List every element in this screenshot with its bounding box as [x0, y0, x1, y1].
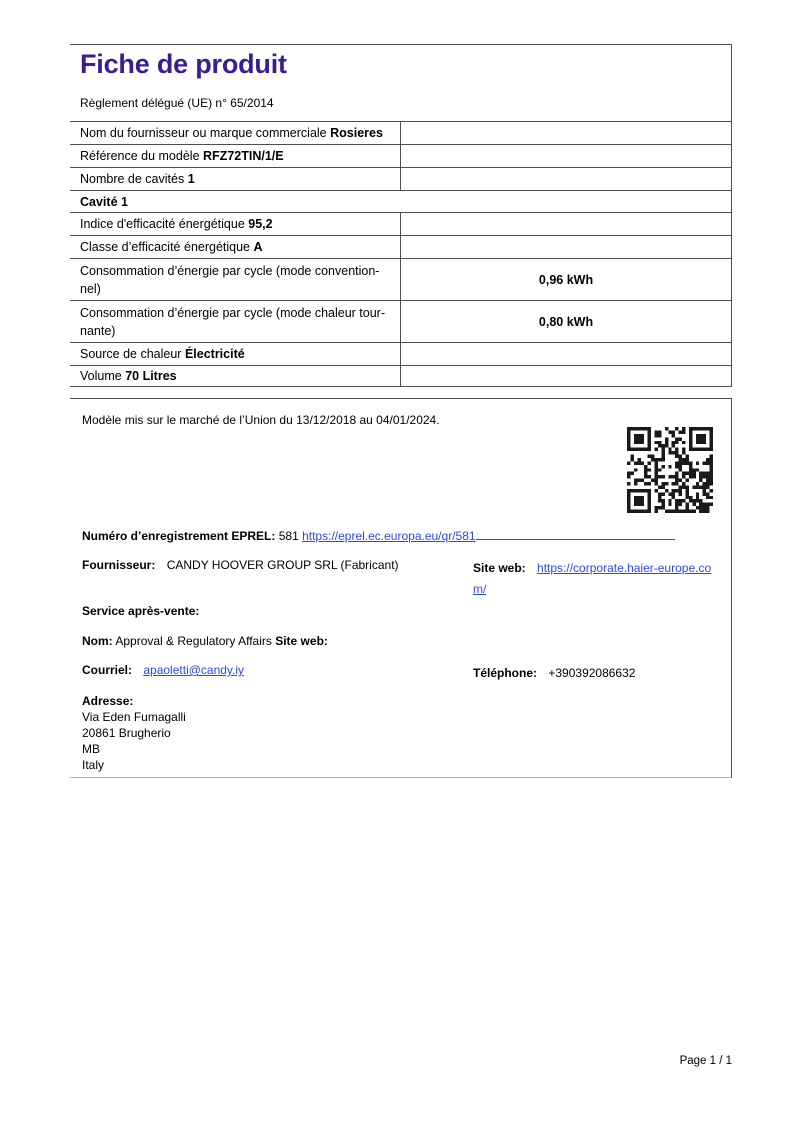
table-row-energy-class: [70, 235, 731, 258]
supplier-value: CANDY HOOVER GROUP SRL (Fabricant): [166, 558, 399, 572]
row-value: 0,80 kWh: [400, 301, 731, 342]
supplier-label: Fournisseur:: [82, 558, 156, 572]
name-value: Approval & Regulatory Affairs: [115, 634, 272, 648]
row-value: [400, 168, 731, 190]
table-row-volume: [70, 365, 731, 387]
email-label: Courriel:: [82, 663, 133, 677]
row-label: Indice d'efficacité énergétique 95,2: [80, 217, 273, 231]
regulation-subtitle: Règlement délégué (UE) n° 65/2014: [80, 96, 274, 110]
website-label: Site web:: [473, 561, 526, 575]
fiche-header: [70, 45, 731, 121]
address-line: Via Eden Fumagalli: [82, 710, 186, 724]
table-row-heat-source: [70, 342, 731, 365]
qr-code-icon: [627, 427, 713, 513]
table-row-model-reference: [70, 144, 731, 167]
row-value: [400, 343, 731, 365]
address-label: Adresse:: [82, 694, 134, 708]
eprel-number: 581: [278, 529, 299, 543]
eprel-underline: [476, 527, 675, 540]
row-label: Consommation d’énergie par cycle (mode chaleur tour- nante): [80, 305, 386, 338]
row-value: [400, 366, 731, 386]
address-line: 20861 Brugherio: [82, 726, 171, 740]
supplier-info-box: [70, 398, 732, 778]
table-row-cavity-count: [70, 167, 731, 190]
address-line: Italy: [82, 758, 105, 772]
phone-value: +390392086632: [548, 666, 636, 680]
market-release-text: Modèle mis sur le marché de l’Union du 13/12/2018 au 04/01/2024.: [82, 413, 440, 427]
row-label: Consommation d’énergie par cycle (mode convention- nel): [80, 263, 380, 296]
eprel-registration-line: [82, 527, 675, 543]
after-sales-heading: Service après-vente:: [82, 604, 200, 618]
eprel-label: Numéro d’enregistrement EPREL:: [82, 529, 276, 543]
supplier-website-link[interactable]: https://corporate.haier-europe.com/: [473, 561, 712, 596]
row-label: Volume 70 Litres: [80, 369, 177, 383]
eprel-link[interactable]: https://eprel.ec.europa.eu/qr/581: [302, 529, 476, 543]
table-row-supplier-name: [70, 121, 731, 144]
row-value: [400, 213, 731, 235]
row-label: Nom du fournisseur ou marque commerciale Rosieres: [80, 126, 383, 140]
address-block: [82, 693, 186, 773]
phone-column: [473, 663, 719, 684]
section-label: Cavité 1: [80, 194, 128, 209]
row-label: Source de chaleur Électricité: [80, 347, 245, 361]
row-label: Classe d’efficacité énergétique A: [80, 240, 263, 254]
cavity-section-row: [70, 190, 731, 212]
row-value: [400, 122, 731, 144]
row-value: 0,96 kWh: [400, 259, 731, 300]
page-title: Fiche de produit: [80, 49, 287, 79]
email-link[interactable]: apaoletti@candy.iy: [143, 663, 245, 677]
name-label: Nom:: [82, 634, 113, 648]
table-row-conventional-consumption: [70, 258, 731, 300]
address-line: MB: [82, 742, 100, 756]
row-value: [400, 145, 731, 167]
page-number: Page 1 / 1: [679, 1055, 732, 1067]
email-line: [82, 663, 244, 677]
row-label: Référence du modèle RFZ72TIN/1/E: [80, 149, 284, 163]
row-label: Nombre de cavités 1: [80, 172, 195, 186]
product-fiche-box: [70, 44, 732, 387]
table-row-fan-consumption: [70, 300, 731, 342]
after-sales-name-line: [82, 634, 328, 648]
supplier-line: [82, 558, 399, 572]
supplier-website-column: [473, 558, 719, 600]
row-value: [400, 236, 731, 258]
table-row-energy-index: [70, 212, 731, 235]
name-siteweb-label: Site web:: [275, 634, 328, 648]
phone-label: Téléphone:: [473, 666, 538, 680]
product-table: [70, 121, 731, 387]
